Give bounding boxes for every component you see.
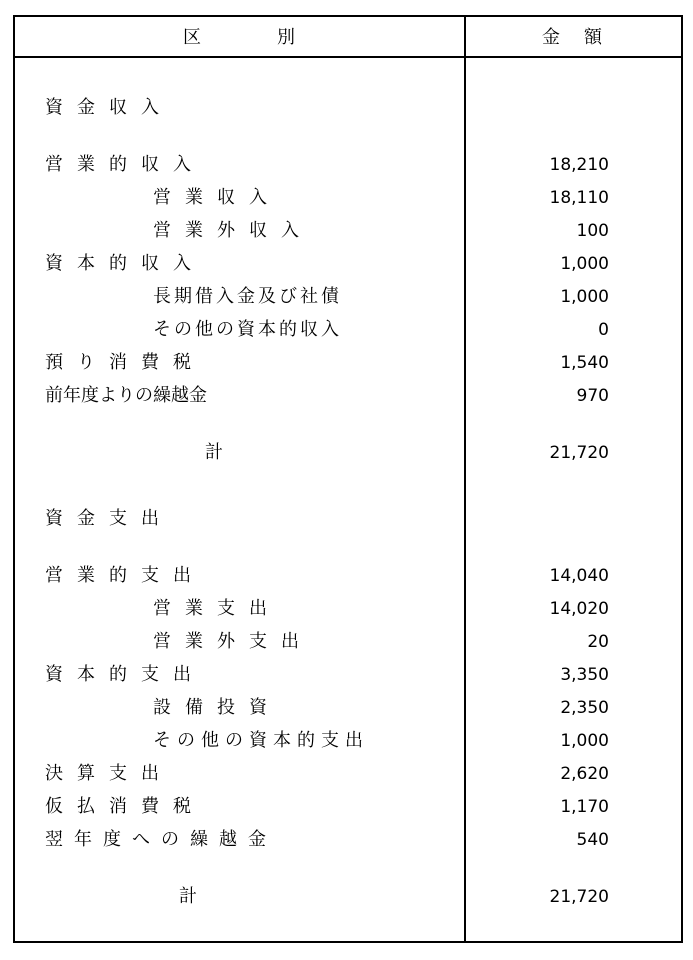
section-income (15, 95, 681, 121)
row-label: 資本的支出 (45, 664, 205, 685)
row-label: 資金支出 (45, 508, 173, 529)
section-expenditure (15, 506, 681, 532)
table-row (15, 251, 681, 277)
total-row-expenditure (15, 884, 681, 910)
row-label: 営業的収入 (45, 154, 205, 175)
row-label: 仮払消費税 (45, 796, 205, 817)
row-label: その他の資本的収入 (153, 319, 342, 340)
table-row (15, 185, 681, 211)
table-row (15, 383, 681, 409)
row-amount: 0 (598, 320, 609, 340)
row-amount: 18,110 (549, 188, 609, 208)
row-label: 営業的支出 (45, 565, 205, 586)
row-amount: 2,350 (560, 698, 609, 718)
row-amount: 21,720 (549, 443, 609, 463)
row-label: その他の資本的支出 (153, 730, 369, 751)
row-label: 設備投資 (153, 697, 281, 718)
row-label: 決算支出 (45, 763, 173, 784)
row-label: 計 (179, 886, 197, 907)
row-amount: 100 (576, 221, 609, 241)
table-row (15, 596, 681, 622)
row-amount: 970 (576, 386, 609, 406)
row-amount: 1,000 (560, 287, 609, 307)
total-row-income (15, 440, 681, 466)
header-divider (15, 56, 681, 58)
table-row (15, 761, 681, 787)
row-label: 資金収入 (45, 97, 173, 118)
row-label: 資本的収入 (45, 253, 205, 274)
row-label: 翌年度への繰越金 (45, 829, 277, 850)
row-amount: 2,620 (560, 764, 609, 784)
table-row (15, 827, 681, 853)
row-label: 営業収入 (153, 187, 281, 208)
table-row (15, 350, 681, 376)
row-amount: 21,720 (549, 887, 609, 907)
row-amount: 1,170 (560, 797, 609, 817)
table-row (15, 662, 681, 688)
row-amount: 540 (576, 830, 609, 850)
header-label: 区別 (183, 27, 371, 48)
table-row (15, 152, 681, 178)
table-row (15, 218, 681, 244)
row-amount: 3,350 (560, 665, 609, 685)
table-row (15, 728, 681, 754)
header-amount: 金額 (542, 27, 626, 48)
row-amount: 20 (587, 632, 609, 652)
row-amount: 18,210 (549, 155, 609, 175)
row-label: 計 (205, 442, 223, 463)
table-row (15, 695, 681, 721)
row-amount: 1,000 (560, 731, 609, 751)
row-label: 長期借入金及び社債 (153, 286, 342, 307)
row-label: 営業支出 (153, 598, 281, 619)
row-label: 営業外収入 (153, 220, 313, 241)
row-amount: 1,540 (560, 353, 609, 373)
row-amount: 1,000 (560, 254, 609, 274)
table-row (15, 794, 681, 820)
table-row (15, 629, 681, 655)
row-label: 預り消費税 (45, 352, 205, 373)
row-amount: 14,020 (549, 599, 609, 619)
row-amount: 14,040 (549, 566, 609, 586)
table-row (15, 563, 681, 589)
table-row (15, 317, 681, 343)
row-label: 前年度よりの繰越金 (45, 385, 207, 406)
row-label: 営業外支出 (153, 631, 313, 652)
cash-flow-table (13, 15, 683, 943)
table-row (15, 284, 681, 310)
